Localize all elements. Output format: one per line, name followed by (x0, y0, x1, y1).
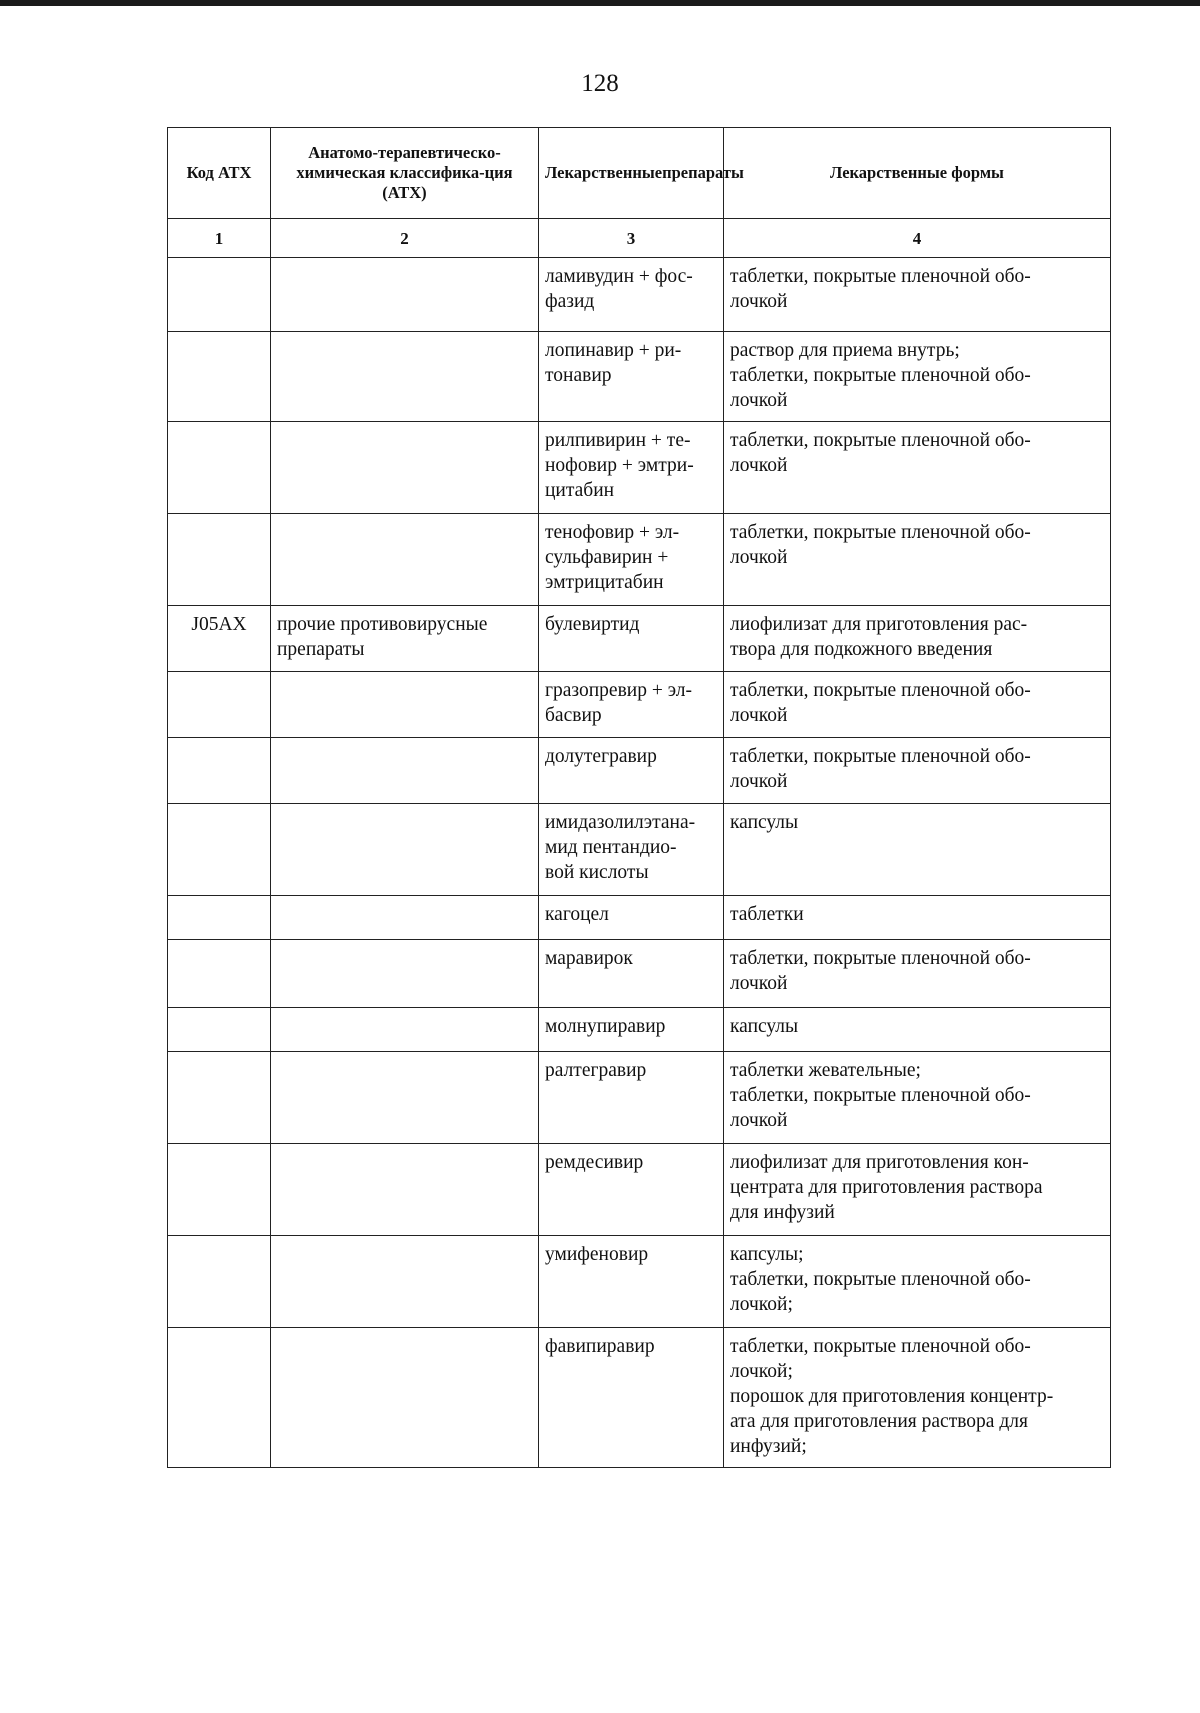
dosage-forms-cell (724, 1328, 1111, 1468)
cell-line: лочкой; (730, 1361, 793, 1382)
cell-line: препараты (277, 639, 365, 660)
table-row (168, 1008, 1111, 1052)
table-row (168, 1328, 1111, 1468)
classification-cell (271, 258, 539, 332)
drug-name-cell (539, 1328, 724, 1468)
cell-line: вой кислоты (545, 862, 649, 883)
atc-code-cell (168, 1008, 271, 1052)
drug-name-cell (539, 422, 724, 514)
cell-line: таблетки, покрытые пленочной обо- (730, 948, 1031, 969)
column-number: 3 (539, 219, 724, 258)
header-atc-classification (271, 128, 539, 219)
cell-line: Код АТХ (186, 163, 252, 182)
cell-line: тенофовир + эл- (545, 522, 680, 543)
dosage-forms-cell (724, 422, 1111, 514)
table-row (168, 514, 1111, 606)
dosage-forms-cell (724, 1144, 1111, 1236)
atc-code-cell (168, 1144, 271, 1236)
classification-cell (271, 896, 539, 940)
atc-code-cell: J05AX (168, 606, 271, 672)
table-row (168, 738, 1111, 804)
atc-code-cell (168, 940, 271, 1008)
dosage-forms-cell (724, 672, 1111, 738)
table-row (168, 1144, 1111, 1236)
cell-line: ция (АТХ) (382, 163, 513, 202)
cell-line: таблетки, покрытые пленочной обо- (730, 746, 1031, 767)
table-header-row (168, 128, 1111, 219)
cell-line: ремдесивир (545, 1152, 644, 1173)
cell-line: имидазолилэтана- (545, 812, 696, 833)
table-row (168, 1052, 1111, 1144)
classification-cell (271, 332, 539, 422)
dosage-forms-cell (724, 738, 1111, 804)
cell-line: гразопревир + эл- (545, 680, 692, 701)
cell-line: рилпивирин + те- (545, 430, 691, 451)
cell-line: раствор для приема внутрь; (730, 340, 960, 361)
cell-line: таблетки, покрытые пленочной обо- (730, 365, 1031, 386)
dosage-forms-cell (724, 606, 1111, 672)
dosage-forms-cell (724, 332, 1111, 422)
dosage-forms-cell (724, 804, 1111, 896)
cell-line: молнупиравир (545, 1016, 666, 1037)
cell-line: маравирок (545, 948, 633, 969)
drug-name-cell (539, 1008, 724, 1052)
cell-line: лопинавир + ри- (545, 340, 682, 361)
drug-name-cell (539, 896, 724, 940)
atc-code-cell (168, 672, 271, 738)
dosage-forms-cell (724, 940, 1111, 1008)
cell-line: капсулы (730, 812, 799, 833)
atc-code-cell (168, 804, 271, 896)
table-row (168, 896, 1111, 940)
column-number: 2 (271, 219, 539, 258)
atc-code-cell (168, 258, 271, 332)
cell-line: твора для подкожного введения (730, 639, 993, 660)
header-dosage-forms (724, 128, 1111, 219)
cell-line: ата для приготовления раствора для (730, 1411, 1028, 1432)
scan-top-edge (0, 0, 1200, 6)
cell-line: таблетки, покрытые пленочной обо- (730, 522, 1031, 543)
table-row (168, 422, 1111, 514)
drug-name-cell (539, 606, 724, 672)
drug-name-cell (539, 804, 724, 896)
atc-code-cell (168, 1328, 271, 1468)
cell-line: нофовир + эмтри- (545, 455, 694, 476)
cell-line: таблетки, покрытые пленочной обо- (730, 1269, 1031, 1290)
cell-line: таблетки, покрытые пленочной обо- (730, 680, 1031, 701)
cell-line: Лекарственные формы (830, 163, 1004, 182)
drug-name-cell (539, 672, 724, 738)
column-number-row (168, 219, 1111, 258)
drug-name-cell (539, 1236, 724, 1328)
cell-line: таблетки (730, 904, 804, 925)
classification-cell (271, 1144, 539, 1236)
cell-line: сульфавирин + (545, 547, 669, 568)
cell-line: лочкой (730, 771, 788, 792)
cell-line: капсулы (730, 1016, 799, 1037)
drug-name-cell (539, 940, 724, 1008)
table-row (168, 332, 1111, 422)
cell-line: лочкой (730, 1110, 788, 1131)
cell-line: препараты (662, 163, 744, 182)
cell-line: капсулы; (730, 1244, 804, 1265)
atc-code-cell (168, 514, 271, 606)
dosage-forms-cell (724, 1008, 1111, 1052)
cell-line: таблетки, покрытые пленочной обо- (730, 266, 1031, 287)
cell-line: таблетки, покрытые пленочной обо- (730, 1085, 1031, 1106)
classification-cell (271, 1052, 539, 1144)
cell-line: умифеновир (545, 1244, 649, 1265)
drug-name-cell (539, 514, 724, 606)
drug-name-cell (539, 1144, 724, 1236)
page-number: 128 (581, 70, 619, 97)
table-row (168, 606, 1111, 672)
atc-code-cell (168, 738, 271, 804)
dosage-forms-cell (724, 896, 1111, 940)
dosage-forms-cell (724, 258, 1111, 332)
classification-cell (271, 738, 539, 804)
cell-line: эмтрицитабин (545, 572, 664, 593)
cell-line: для инфузий (730, 1202, 835, 1223)
cell-line: центрата для приготовления раствора (730, 1177, 1043, 1198)
atc-code-cell (168, 1052, 271, 1144)
cell-line: Анатомо-терапевтическо- (308, 143, 501, 162)
cell-line: Лекарственные (545, 163, 663, 182)
drug-name-cell (539, 738, 724, 804)
cell-line: лочкой (730, 455, 788, 476)
cell-line: фазид (545, 291, 595, 312)
classification-cell (271, 1236, 539, 1328)
atc-code-cell (168, 332, 271, 422)
cell-line: тонавир (545, 365, 612, 386)
cell-line: мид пентандио- (545, 837, 677, 858)
cell-line: таблетки жевательные; (730, 1060, 921, 1081)
column-number: 1 (168, 219, 271, 258)
classification-cell (271, 1008, 539, 1052)
classification-cell (271, 1328, 539, 1468)
cell-line: прочие противовирусные (277, 614, 488, 635)
classification-cell (271, 804, 539, 896)
column-number: 4 (724, 219, 1111, 258)
cell-line: лочкой; (730, 1294, 793, 1315)
drug-name-cell (539, 332, 724, 422)
drug-classification-table (167, 127, 1111, 1468)
classification-cell (271, 940, 539, 1008)
classification-cell (271, 422, 539, 514)
atc-code-cell (168, 896, 271, 940)
cell-line: кагоцел (545, 904, 609, 925)
cell-line: химическая классифика- (296, 163, 485, 182)
table-row (168, 672, 1111, 738)
drug-name-cell (539, 1052, 724, 1144)
cell-line: лочкой (730, 291, 788, 312)
classification-cell (271, 672, 539, 738)
cell-line: басвир (545, 705, 602, 726)
table-row (168, 940, 1111, 1008)
cell-line: лиофилизат для приготовления кон- (730, 1152, 1029, 1173)
dosage-forms-cell (724, 1236, 1111, 1328)
table-row (168, 258, 1111, 332)
header-drugs (539, 128, 744, 219)
cell-line: фавипиравир (545, 1336, 655, 1357)
cell-line: долутегравир (545, 746, 657, 767)
cell-line: цитабин (545, 480, 615, 501)
header-atc-code (168, 128, 271, 219)
cell-line: лочкой (730, 390, 788, 411)
cell-line: таблетки, покрытые пленочной обо- (730, 430, 1031, 451)
cell-line: таблетки, покрытые пленочной обо- (730, 1336, 1031, 1357)
dosage-forms-cell (724, 514, 1111, 606)
cell-line: лиофилизат для приготовления рас- (730, 614, 1028, 635)
cell-line: лочкой (730, 547, 788, 568)
atc-code-cell (168, 1236, 271, 1328)
table-row (168, 1236, 1111, 1328)
cell-line: лочкой (730, 973, 788, 994)
cell-line: ламивудин + фос- (545, 266, 693, 287)
cell-line: ралтегравир (545, 1060, 647, 1081)
table-row (168, 804, 1111, 896)
classification-cell (271, 606, 539, 672)
cell-line: инфузий; (730, 1436, 807, 1457)
dosage-forms-cell (724, 1052, 1111, 1144)
cell-line: порошок для приготовления концентр- (730, 1386, 1054, 1407)
drug-name-cell (539, 258, 724, 332)
cell-line: лочкой (730, 705, 788, 726)
cell-line: булевиртид (545, 614, 640, 635)
classification-cell (271, 514, 539, 606)
atc-code-cell (168, 422, 271, 514)
